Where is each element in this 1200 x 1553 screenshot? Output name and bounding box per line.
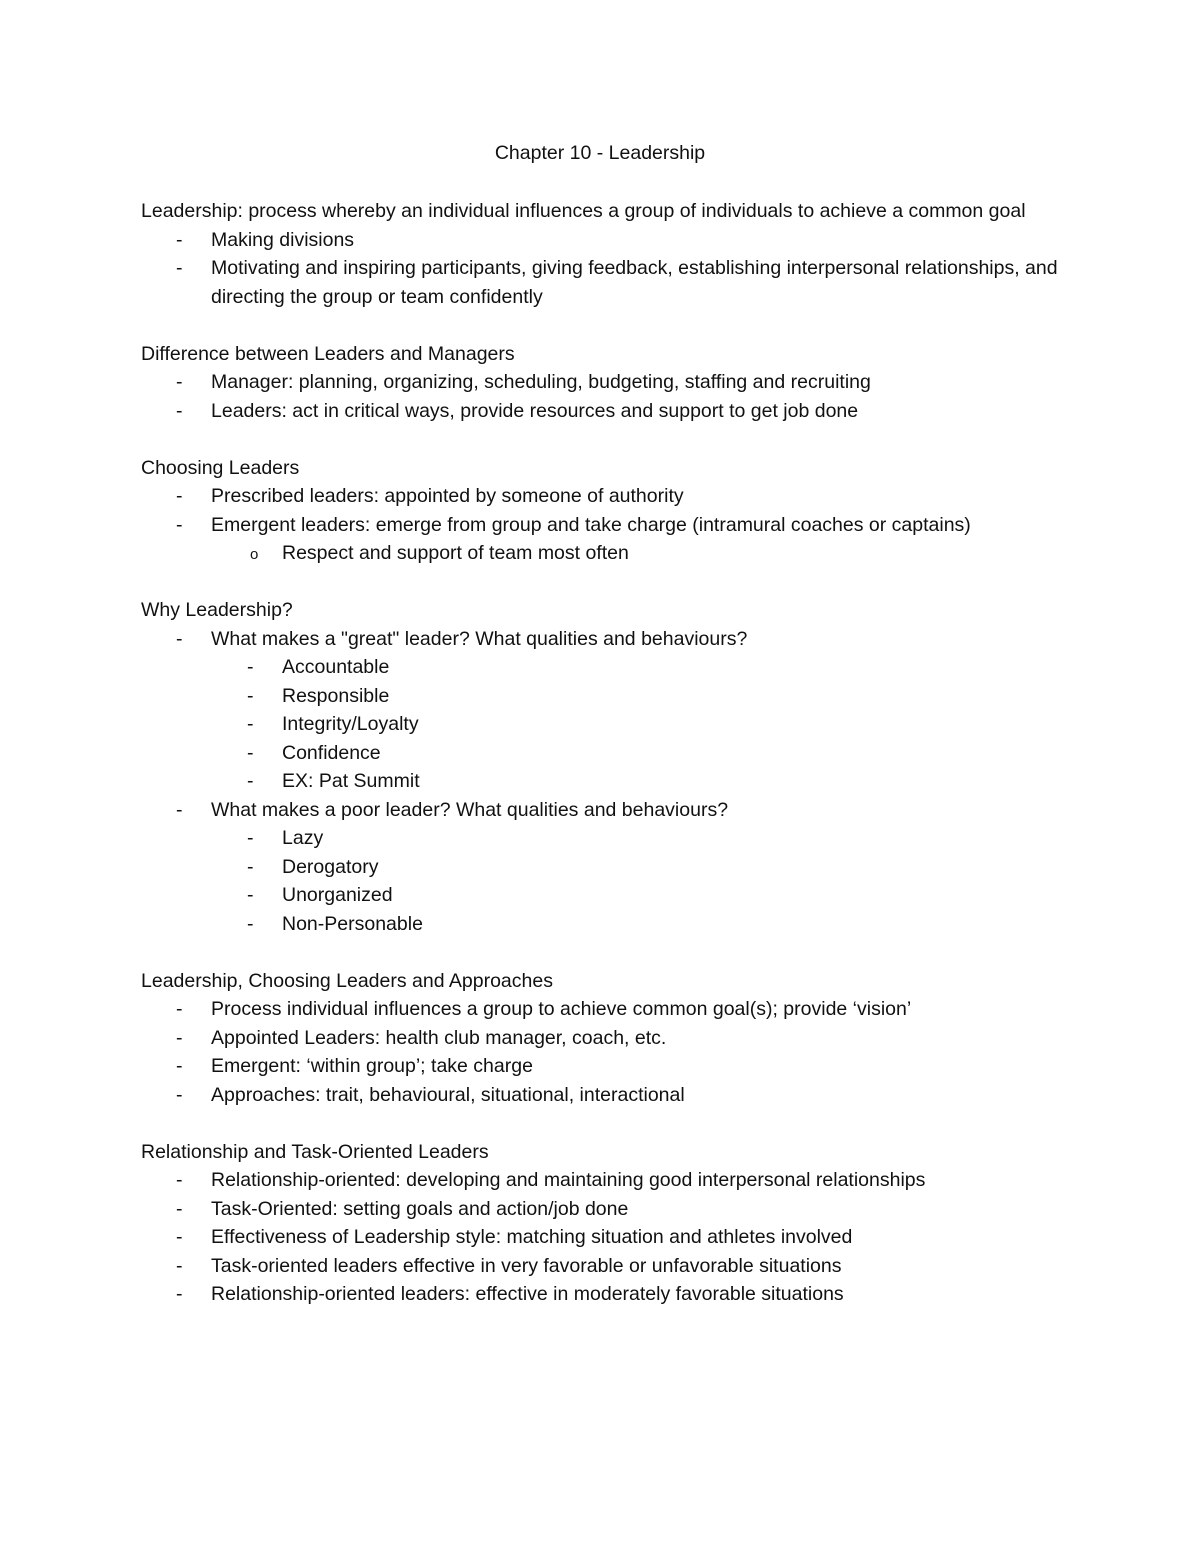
- dash-bullet: -: [247, 770, 254, 792]
- intro-list: [141, 226, 1071, 312]
- section-heading-approaches: Leadership, Choosing Leaders and Approaches: [141, 969, 553, 992]
- dash-bullet: -: [176, 1283, 183, 1305]
- dash-bullet: -: [176, 1254, 183, 1277]
- sub-list-item: - Confidence: [141, 739, 1071, 768]
- list-item: - Process individual influences a group to achieve common goal(s); provide ‘vision’: [141, 995, 1071, 1024]
- sub-list-item: - Unorganized: [141, 881, 1071, 910]
- dash-bullet: -: [247, 827, 254, 849]
- section-heading-choosing-leaders: Choosing Leaders: [141, 456, 300, 479]
- sub-list-item: - Accountable: [141, 653, 1071, 682]
- dash-bullet: -: [247, 713, 254, 735]
- relationship-task-list: [141, 1166, 1071, 1309]
- circle-bullet: o: [250, 546, 259, 563]
- page-title: Chapter 10 - Leadership: [494, 142, 706, 164]
- dash-bullet: -: [176, 228, 183, 251]
- dash-bullet: -: [176, 399, 183, 422]
- dash-bullet: -: [176, 1083, 183, 1106]
- list-item: - Emergent: ‘within group’; take charge: [141, 1052, 1071, 1081]
- sub-list-item: - Non-Personable: [141, 910, 1071, 939]
- list-item: - Prescribed leaders: appointed by someone of authority: [141, 482, 1071, 511]
- list-item: - Task-Oriented: setting goals and action/job done: [141, 1195, 1071, 1224]
- list-item: - Approaches: trait, behavioural, situational, interactional: [141, 1081, 1071, 1110]
- dash-bullet: -: [176, 513, 183, 536]
- dash-bullet: -: [176, 1226, 183, 1248]
- dash-bullet: -: [176, 1169, 183, 1191]
- list-item: - Making divisions: [141, 226, 1071, 255]
- sub-list-item: - Integrity/Loyalty: [141, 710, 1071, 739]
- dash-bullet: -: [176, 1055, 183, 1077]
- dash-bullet: -: [247, 884, 254, 906]
- list-item: - What makes a "great" leader? What qualities and behaviours?: [141, 625, 1071, 654]
- sub-list-item: - Derogatory: [141, 853, 1071, 882]
- dash-bullet: -: [176, 1026, 183, 1049]
- sub-list-item: - Responsible: [141, 682, 1071, 711]
- section-heading-relationship-task: Relationship and Task-Oriented Leaders: [141, 1140, 489, 1163]
- dash-bullet: -: [247, 741, 254, 764]
- dash-bullet: -: [247, 912, 254, 935]
- section-heading-leaders-vs-managers: Difference between Leaders and Managers: [141, 342, 515, 365]
- dash-bullet: -: [176, 798, 183, 821]
- dash-bullet: -: [247, 656, 254, 678]
- approaches-list: [141, 995, 1071, 1109]
- sub-list-item: o Respect and support of team most often: [141, 539, 1071, 568]
- list-item: - Effectiveness of Leadership style: matching situation and athletes involved: [141, 1223, 1071, 1252]
- dash-bullet: -: [176, 1197, 183, 1220]
- choosing-leaders-list: [141, 482, 1071, 568]
- leadership-definition: Leadership: process whereby an individual influences a group of individuals to achieve a common goal: [141, 200, 1026, 222]
- list-item: - Manager: planning, organizing, scheduling, budgeting, staffing and recruiting: [141, 368, 1071, 397]
- list-item: - Task-oriented leaders effective in very favorable or unfavorable situations: [141, 1252, 1071, 1281]
- section-heading-why-leadership: Why Leadership?: [141, 599, 293, 621]
- why-leadership-list: [141, 625, 1071, 939]
- dash-bullet: -: [176, 257, 183, 279]
- list-item: - Relationship-oriented leaders: effective in moderately favorable situations: [141, 1280, 1071, 1309]
- leaders-vs-managers-list: [141, 368, 1071, 425]
- dash-bullet: -: [176, 998, 183, 1020]
- sub-list-item: - Lazy: [141, 824, 1071, 853]
- dash-bullet: -: [247, 855, 254, 878]
- list-item: - Relationship-oriented: developing and maintaining good interpersonal relationships: [141, 1166, 1071, 1195]
- sub-list-item: - EX: Pat Summit: [141, 767, 1071, 796]
- dash-bullet: -: [247, 684, 254, 707]
- list-item: - What makes a poor leader? What qualities and behaviours?: [141, 796, 1071, 825]
- list-item: - Emergent leaders: emerge from group and take charge (intramural coaches or captains): [141, 511, 1071, 540]
- dash-bullet: -: [176, 371, 183, 393]
- list-item: - Motivating and inspiring participants, giving feedback, establishing interpersonal relationships, and directing the group or team confidently: [141, 254, 1071, 311]
- list-item: - Leaders: act in critical ways, provide resources and support to get job done: [141, 397, 1071, 426]
- dash-bullet: -: [176, 627, 183, 650]
- dash-bullet: -: [176, 485, 183, 507]
- list-item: - Appointed Leaders: health club manager, coach, etc.: [141, 1024, 1071, 1053]
- document-body: [141, 197, 1071, 1309]
